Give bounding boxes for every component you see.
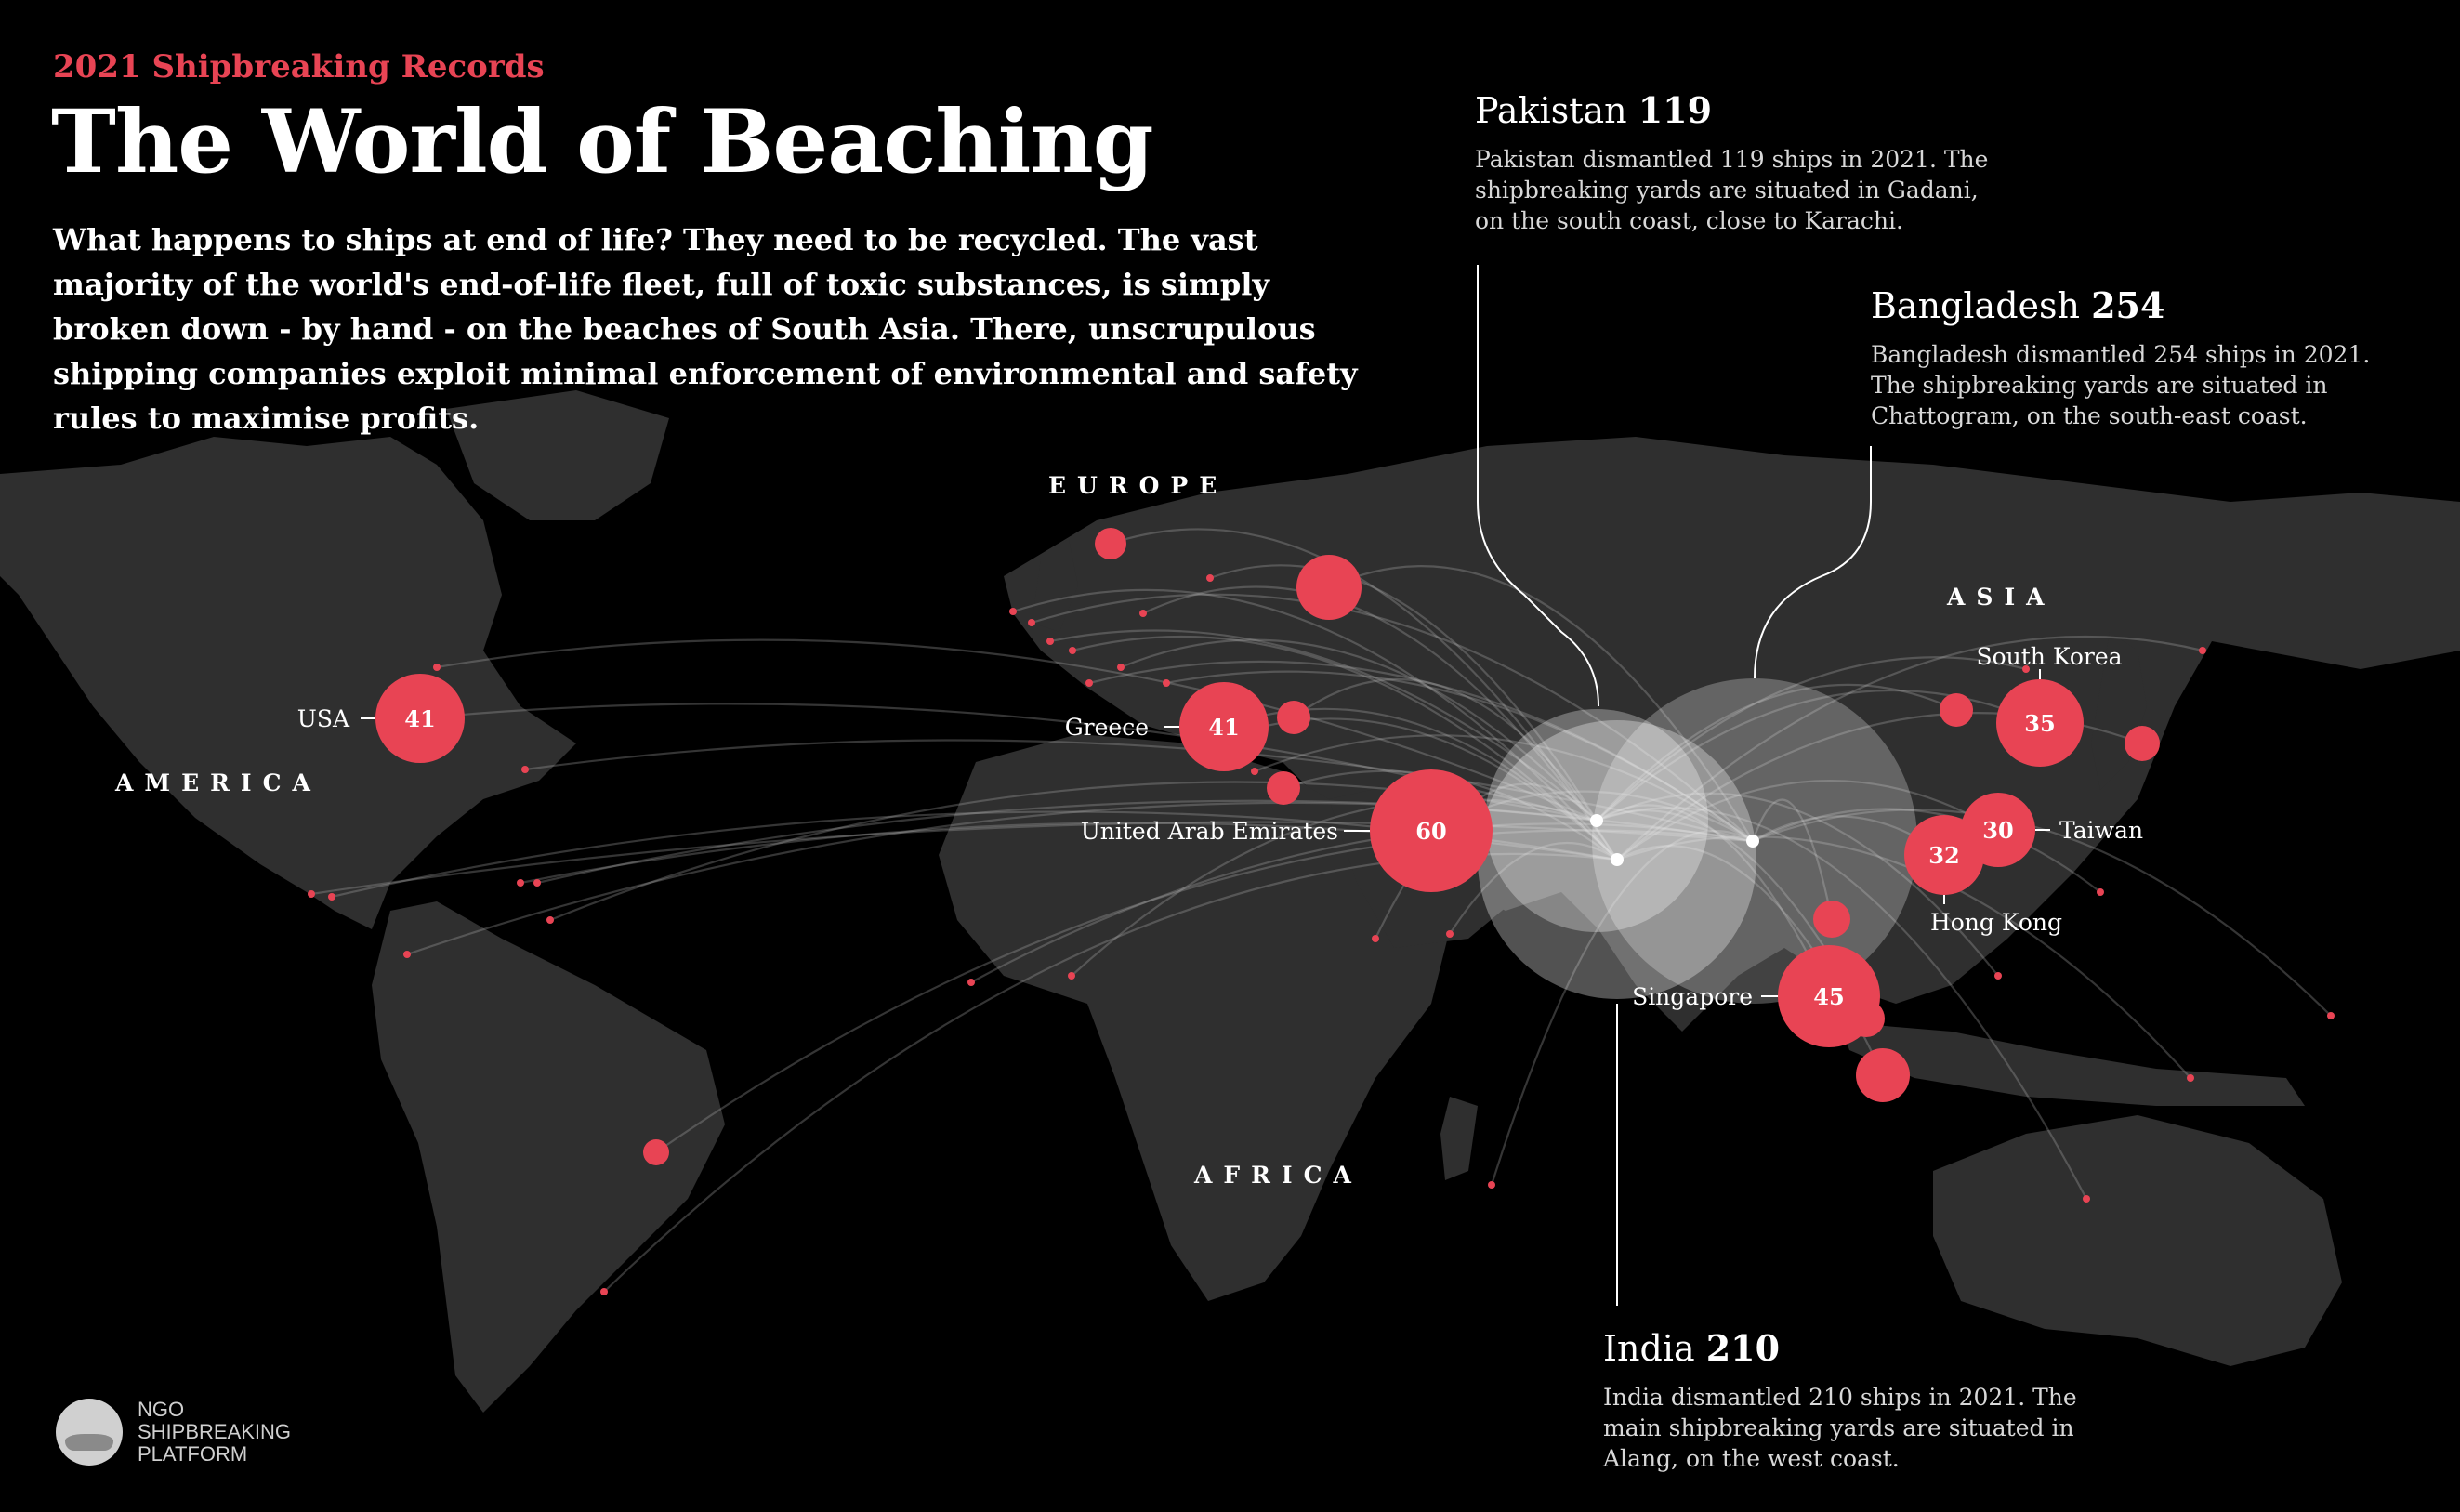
usa-value: 41	[404, 705, 436, 732]
callout-bangladesh	[1871, 284, 2391, 431]
uae-label: United Arab Emirates	[1080, 818, 1338, 845]
bubble-brazil	[643, 1139, 669, 1165]
north-america	[0, 437, 576, 929]
logo-wordmark	[138, 1399, 291, 1466]
origin-dot	[1206, 574, 1214, 582]
origin-dot	[433, 664, 441, 671]
callout-india	[1603, 1327, 2142, 1474]
logo-mark-icon	[56, 1399, 123, 1466]
bubble-egypt	[1267, 771, 1300, 805]
intro-text: What happens to ships at end of life? They need to be recycled. The vast majority of the world's end-of-life fleet, full of toxic substances, is simply broken down - by hand - on the beaches of South Asia. There, unscrupulous shipping companies exploit minimal enforcement of environmental and safety rules to maximise profits.	[53, 222, 1358, 436]
callout-india-value: 210	[1705, 1327, 1781, 1369]
page-title: The World of Beaching	[51, 91, 1153, 193]
singapore-value: 45	[1813, 983, 1845, 1010]
origin-dot	[1069, 647, 1076, 654]
bubble-turkey	[1277, 701, 1310, 734]
bubble-vietnam	[1813, 901, 1850, 938]
indonesia	[1840, 1022, 2305, 1106]
callout-pakistan-value: 119	[1638, 89, 1713, 131]
origin-dot	[533, 879, 541, 887]
uae-value: 60	[1415, 818, 1447, 845]
callout-pakistan-name: Pakistan	[1475, 90, 1627, 131]
bubble-russia	[1296, 555, 1362, 620]
origin-dot	[1446, 930, 1454, 938]
origin-dot	[517, 879, 524, 887]
origin-dot	[2327, 1012, 2335, 1019]
origin-dot	[1085, 679, 1093, 687]
logo-line-2: SHIPBREAKING	[138, 1420, 292, 1443]
south-korea-label: South Korea	[1976, 643, 2123, 670]
callout-pakistan-heading	[1475, 89, 1995, 131]
south-america	[372, 901, 725, 1413]
region-asia: ASIA	[1947, 584, 2056, 611]
region-europe: EUROPE	[1048, 472, 1229, 499]
region-africa: AFRICA	[1194, 1162, 1362, 1189]
dot-india	[1611, 853, 1624, 866]
origin-dot	[2097, 888, 2104, 896]
origin-dot	[1117, 664, 1125, 671]
callout-india-heading	[1603, 1327, 2142, 1369]
origin-dot	[1994, 972, 2002, 980]
origin-dot	[967, 979, 975, 986]
south-korea-value: 35	[2024, 710, 2056, 737]
bubble-indonesia	[1856, 1048, 1910, 1102]
origin-dot	[600, 1288, 608, 1295]
callout-pakistan-text: Pakistan dismantled 119 ships in 2021. The shipbreaking yards are situated in Gadani, on the south coast, close to Karachi.	[1475, 146, 1989, 234]
usa-label: USA	[296, 705, 349, 732]
dot-pakistan	[1590, 814, 1603, 827]
greece-value: 41	[1208, 714, 1240, 741]
dot-bangladesh	[1746, 835, 1759, 848]
bubble-norway	[1095, 528, 1126, 559]
origin-dot	[1372, 935, 1379, 942]
landmass	[0, 390, 2460, 1413]
callout-pakistan	[1475, 89, 1995, 236]
origin-dot	[1009, 608, 1017, 615]
origin-dot	[328, 893, 335, 901]
ngo-shipbreaking-platform-logo[interactable]	[56, 1399, 291, 1466]
origin-dot	[403, 951, 411, 958]
kicker: 2021 Shipbreaking Records	[53, 48, 545, 85]
madagascar	[1440, 1097, 1478, 1180]
origin-dot	[521, 766, 529, 773]
origin-dot	[2083, 1195, 2090, 1203]
origin-dot	[308, 890, 315, 898]
callout-bangladesh-heading	[1871, 284, 2391, 326]
origin-dot	[1068, 972, 1075, 980]
singapore-label: Singapore	[1632, 983, 1753, 1010]
taiwan-label: Taiwan	[2059, 817, 2144, 844]
callout-india-text: India dismantled 210 ships in 2021. The main shipbreaking yards are situated in Alang, on the west coast.	[1603, 1384, 2077, 1472]
callout-bangladesh-name: Bangladesh	[1871, 285, 2080, 326]
origin-dot	[1163, 679, 1170, 687]
origin-dot	[546, 916, 554, 924]
origin-dot	[1046, 638, 1054, 645]
origin-dot	[1028, 619, 1035, 626]
bubble-japan	[2125, 726, 2160, 761]
greece-label: Greece	[1064, 714, 1149, 741]
origin-dot	[1139, 610, 1147, 617]
bubble-china-north	[1940, 693, 1973, 727]
callout-bangladesh-value: 254	[2091, 284, 2165, 326]
callout-india-name: India	[1603, 1328, 1695, 1369]
hong-kong-label: Hong Kong	[1929, 909, 2063, 936]
origin-dot	[1251, 768, 1258, 775]
region-america: AMERICA	[115, 769, 322, 796]
hong-kong-value: 32	[1928, 842, 1960, 869]
origin-dot	[1488, 1181, 1495, 1189]
logo-line-1: NGO	[138, 1398, 185, 1421]
taiwan-value: 30	[1982, 817, 2014, 844]
origin-dot	[2187, 1074, 2194, 1082]
callout-bangladesh-text: Bangladesh dismantled 254 ships in 2021. The shipbreaking yards are situated in Chattogram, on the south-east coast.	[1871, 341, 2371, 429]
origin-dot	[2199, 647, 2206, 654]
logo-line-3: PLATFORM	[138, 1442, 248, 1466]
